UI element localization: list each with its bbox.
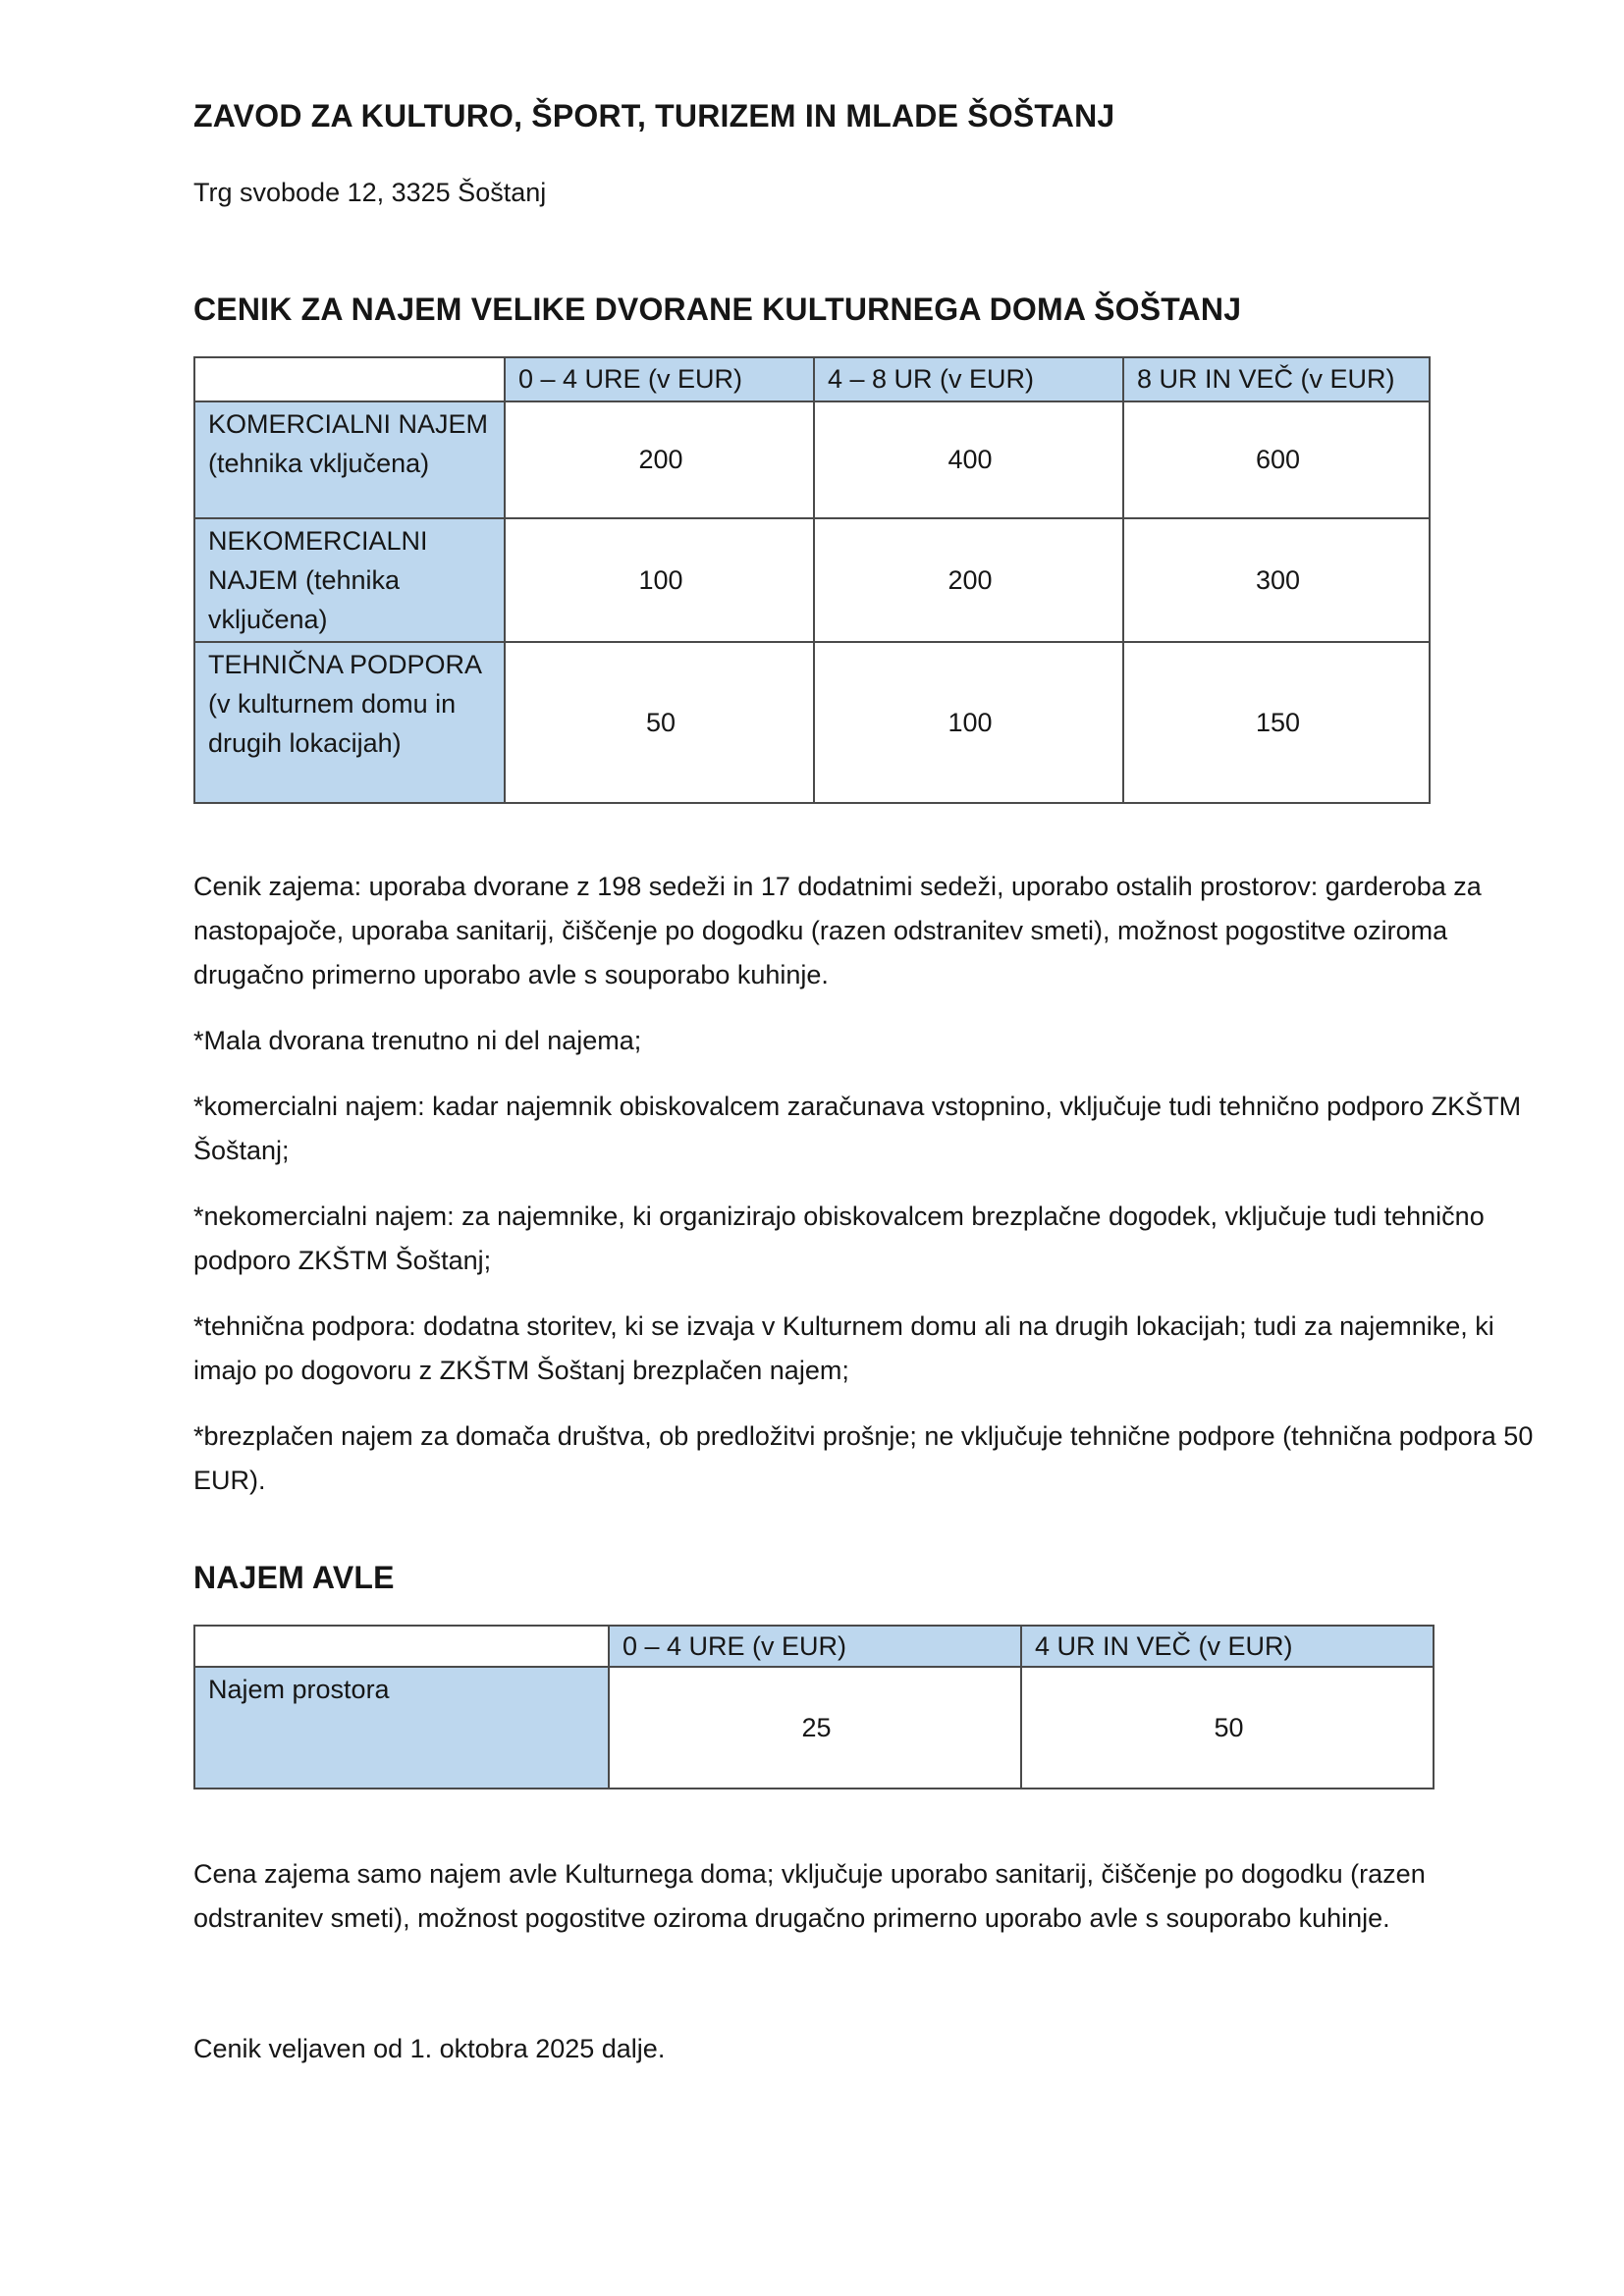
row-label-nekomercialni: NEKOMERCIALNI NAJEM (tehnika vključena) bbox=[194, 518, 505, 642]
org-address: Trg svobode 12, 3325 Šoštanj bbox=[193, 178, 547, 207]
price-cell: 25 bbox=[609, 1667, 1021, 1789]
header-cell-4-8: 4 – 8 UR (v EUR) bbox=[814, 357, 1123, 401]
validity-note: Cenik veljaven od 1. oktobra 2025 dalje. bbox=[193, 2034, 666, 2063]
price-cell: 600 bbox=[1123, 401, 1430, 518]
table-row-komercialni bbox=[194, 401, 1430, 518]
price-cell: 150 bbox=[1123, 642, 1430, 803]
pricing-table-dvorana bbox=[193, 356, 1431, 804]
header-cell-8-plus: 8 UR IN VEČ (v EUR) bbox=[1123, 357, 1430, 401]
table-header-row bbox=[194, 1626, 1434, 1667]
table-row-najem-prostora bbox=[194, 1667, 1434, 1789]
price-cell: 50 bbox=[1021, 1667, 1434, 1789]
price-cell: 200 bbox=[505, 401, 814, 518]
price-cell: 300 bbox=[1123, 518, 1430, 642]
table-row-tehnicna-podpora bbox=[194, 642, 1430, 803]
footnote-brezplacen-najem: *brezplačen najem za domača društva, ob predložitvi prošnje; ne vključuje tehnične podpore (tehnična podpora 50 EUR). bbox=[193, 1421, 1534, 1495]
org-name: ZAVOD ZA KULTURO, ŠPORT, TURIZEM IN MLADE ŠOŠTANJ bbox=[193, 98, 1115, 133]
pricing-table-avla bbox=[193, 1625, 1435, 1789]
header-cell-4-plus: 4 UR IN VEČ (v EUR) bbox=[1021, 1626, 1434, 1667]
header-cell-empty bbox=[194, 1626, 609, 1667]
footnote-mala-dvorana: *Mala dvorana trenutno ni del najema; bbox=[193, 1026, 642, 1055]
price-cell: 400 bbox=[814, 401, 1123, 518]
footnote-tehnicna-podpora: *tehnična podpora: dodatna storitev, ki se izvaja v Kulturnem domu ali na drugih lokacijah; tudi za najemnike, ki imajo po dogovoru z ZKŠTM Šoštanj brezplačen najem; bbox=[193, 1311, 1494, 1385]
avla-note: Cena zajema samo najem avle Kulturnega doma; vključuje uporabo sanitarij, čiščenje po dogodku (razen odstranitev smeti), možnost pogostitve oziroma drugačno primerno uporabo avle s souporabo kuhinje. bbox=[193, 1859, 1426, 1933]
section-heading-dvorana: CENIK ZA NAJEM VELIKE DVORANE KULTURNEGA DOMA ŠOŠTANJ bbox=[193, 292, 1242, 327]
price-cell: 50 bbox=[505, 642, 814, 803]
dvorana-note: Cenik zajema: uporaba dvorane z 198 sedeži in 17 dodatnimi sedeži, uporabo ostalih prostorov: garderoba za nastopajoče, uporaba sanitarij, čiščenje po dogodku (razen odstranitev smeti), možnost pogostitve oziroma drugačno primerno uporabo avle s souporabo kuhinje. bbox=[193, 872, 1482, 989]
footnote-komercialni: *komercialni najem: kadar najemnik obiskovalcem zaračunava vstopnino, vključuje tudi tehnično podporo ZKŠTM Šoštanj; bbox=[193, 1092, 1522, 1165]
header-cell-empty bbox=[194, 357, 505, 401]
row-label-komercialni: KOMERCIALNI NAJEM (tehnika vključena) bbox=[194, 401, 505, 518]
footnote-nekomercialni: *nekomercialni najem: za najemnike, ki organizirajo obiskovalcem brezplačne dogodek, vključuje tudi tehnično podporo ZKŠTM Šoštanj; bbox=[193, 1201, 1485, 1275]
price-cell: 100 bbox=[814, 642, 1123, 803]
price-cell: 200 bbox=[814, 518, 1123, 642]
table-header-row bbox=[194, 357, 1430, 401]
header-cell-0-4: 0 – 4 URE (v EUR) bbox=[505, 357, 814, 401]
header-cell-0-4: 0 – 4 URE (v EUR) bbox=[609, 1626, 1021, 1667]
row-label-najem-prostora: Najem prostora bbox=[194, 1667, 609, 1789]
price-cell: 100 bbox=[505, 518, 814, 642]
row-label-tehnicna-podpora: TEHNIČNA PODPORA (v kulturnem domu in drugih lokacijah) bbox=[194, 642, 505, 803]
section-heading-avla: NAJEM AVLE bbox=[193, 1560, 395, 1595]
table-row-nekomercialni bbox=[194, 518, 1430, 642]
